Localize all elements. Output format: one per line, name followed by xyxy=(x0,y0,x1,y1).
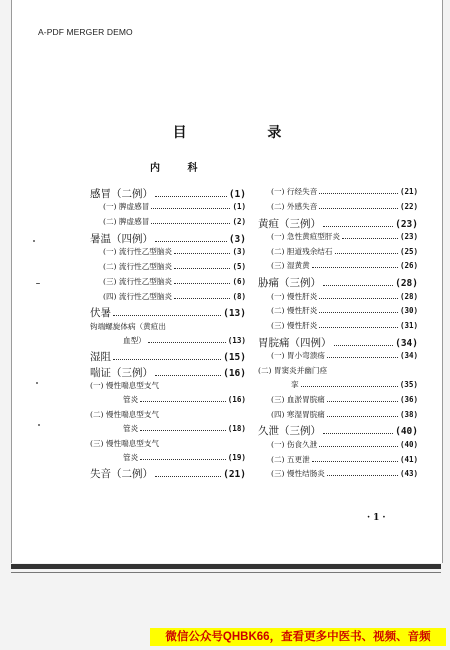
toc-entry-page: (31) xyxy=(399,321,418,331)
toc-entry-page: (1) xyxy=(228,189,246,200)
toc-entry xyxy=(258,231,418,246)
toc-leader-dots xyxy=(319,208,398,209)
toc-leader-dots xyxy=(342,238,398,239)
toc-entry xyxy=(258,394,418,409)
toc-entry xyxy=(258,201,418,216)
toc-entry-page: (3) xyxy=(232,247,246,257)
toc-leader-dots xyxy=(113,315,221,316)
toc-entry-page: (34) xyxy=(399,351,418,361)
toc-leader-dots xyxy=(327,416,398,417)
toc-entry-page: (22) xyxy=(399,201,418,211)
toc-entry xyxy=(258,260,418,275)
toc-entry-title: (三) 慢性结肠炎 xyxy=(271,469,325,479)
toc-entry-page: (36) xyxy=(399,394,418,404)
toc-entry-title: (四) 寒湿胃脘痛 xyxy=(271,409,325,419)
toc-entry xyxy=(90,365,246,380)
toc-entry-page: (16) xyxy=(227,395,246,405)
toc-entry-title: 挛 xyxy=(291,380,299,390)
toc-leader-dots xyxy=(301,386,398,387)
page-number: ·1· xyxy=(367,513,389,523)
toc-entry xyxy=(258,350,418,365)
toc-entry-page: (28) xyxy=(399,291,418,301)
toc-entry xyxy=(258,423,418,438)
scan-speck xyxy=(33,240,35,242)
toc-entry xyxy=(90,394,246,408)
toc-entry-page: (23) xyxy=(395,218,418,230)
toc-entry-page: (30) xyxy=(399,306,418,316)
toc-entry-title: (三) 血淤胃脘痛 xyxy=(271,394,325,404)
toc-entry-title: (二) 慢性喘息型支气 xyxy=(90,409,160,419)
toc-entry xyxy=(258,379,418,393)
toc-entry xyxy=(90,466,246,481)
toc-entry-page: (13) xyxy=(223,308,246,320)
toc-entry-title: (一) 急性黄疸型肝炎 xyxy=(271,231,341,241)
toc-entry xyxy=(90,335,246,349)
toc-leader-dots xyxy=(323,285,393,286)
toc-leader-dots xyxy=(323,433,393,434)
toc-entry-page: (23) xyxy=(399,231,418,241)
toc-entry xyxy=(258,291,418,306)
toc-entry xyxy=(258,335,418,350)
toc-entry-title: (一) 慢性喘息型支气 xyxy=(90,381,160,391)
toc-entry xyxy=(258,305,418,320)
toc-leader-dots xyxy=(174,298,230,299)
toc-entry-page: (26) xyxy=(399,261,418,271)
toc-entry-title: 管炎 xyxy=(123,453,139,462)
toc-entry xyxy=(258,216,418,231)
toc-entry xyxy=(90,276,246,291)
toc-leader-dots xyxy=(327,357,398,358)
toc-entry-page: (40) xyxy=(399,439,418,449)
toc-entry xyxy=(90,321,246,335)
toc-leader-dots xyxy=(155,375,221,376)
toc-entry-title: (二) 外感失音 xyxy=(271,201,318,211)
toc-entry-title: 管炎 xyxy=(123,424,139,434)
toc-entry-page: (16) xyxy=(223,367,246,379)
toc-entry-title: 血型） xyxy=(123,336,146,346)
scan-speck xyxy=(36,382,38,384)
toc-leader-dots xyxy=(140,401,226,402)
toc-entry xyxy=(258,186,418,201)
toc-entry-title: (二) 胆道残余结石 xyxy=(271,246,333,256)
toc-entry xyxy=(90,305,246,320)
toc-entry xyxy=(90,380,246,394)
toc-leader-dots xyxy=(148,342,226,343)
toc-entry-page: (5) xyxy=(232,261,246,271)
toc-entry-title: (三) 流行性乙型脑炎 xyxy=(103,276,173,286)
toc-leader-dots xyxy=(140,430,226,431)
scan-speck xyxy=(36,283,40,284)
toc-entry-page: (43) xyxy=(399,469,418,479)
toc-entry xyxy=(258,365,418,379)
toc-entry-title: 久泄（三例） xyxy=(258,425,321,438)
toc-leader-dots xyxy=(155,476,221,477)
toc-right-column xyxy=(258,186,418,483)
toc-entry xyxy=(90,231,246,246)
toc-entry xyxy=(90,186,246,201)
toc-entry-title: (三) 湿黄黄 xyxy=(271,261,310,271)
toc-entry-title: 感冒（二例） xyxy=(90,188,153,200)
toc-leader-dots xyxy=(319,193,398,194)
toc-entry xyxy=(258,439,418,454)
toc-leader-dots xyxy=(323,226,393,227)
toc-leader-dots xyxy=(335,253,398,254)
toc-entry-page: (3) xyxy=(228,233,246,245)
demo-watermark: A-PDF MERGER DEMO xyxy=(38,27,133,37)
toc-entry-page: (19) xyxy=(227,453,246,462)
toc-entry-title: 暑温（四例） xyxy=(90,232,153,245)
toc-entry-title: (一) 胃小弯溃疡 xyxy=(271,351,325,361)
toc-leader-dots xyxy=(319,312,398,313)
toc-entry-page: (25) xyxy=(399,246,418,256)
toc-entry-page: (2) xyxy=(232,217,246,227)
page-separator xyxy=(11,572,441,573)
toc-leader-dots xyxy=(174,253,230,254)
toc-entry-title: 湿阻 xyxy=(90,351,111,364)
toc-entry-page: (6) xyxy=(232,276,246,286)
toc-leader-dots xyxy=(312,461,398,462)
toc-leader-dots xyxy=(319,327,398,328)
toc-entry xyxy=(90,216,246,231)
toc-entry xyxy=(258,275,418,290)
toc-leader-dots xyxy=(327,401,398,402)
toc-entry-page: (41) xyxy=(399,454,418,464)
toc-entry-title: (一) 伤食久泄 xyxy=(271,439,318,449)
toc-entry-title: (一) 行经失音 xyxy=(271,187,318,196)
toc-leader-dots xyxy=(113,359,221,360)
promo-banner: 微信公众号QHBK66，查看更多中医书、视频、音频 xyxy=(150,628,446,646)
scan-speck xyxy=(38,424,40,426)
toc-entry xyxy=(258,468,418,483)
toc-entry xyxy=(90,452,246,466)
toc-leader-dots xyxy=(312,267,398,268)
toc-entry-title: 伏暑 xyxy=(90,307,111,320)
toc-entry-title: 钩端螺旋体病（黄疸出 xyxy=(90,321,166,331)
toc-entry-title: 胃脘痛（四例） xyxy=(258,336,332,349)
toc-entry xyxy=(90,438,246,452)
toc-entry-title: (三) 慢性喘息型支气 xyxy=(90,438,160,448)
toc-entry-title: 黄疸（三例） xyxy=(258,217,321,230)
toc-entry-page: (40) xyxy=(395,426,418,438)
toc-entry-title: (二) 胃窦炎并幽门痉 xyxy=(258,366,328,376)
pdf-page xyxy=(11,0,443,563)
toc-entry xyxy=(258,454,418,469)
toc-entry-title: (一) 慢性肝炎 xyxy=(271,291,318,301)
toc-entry xyxy=(90,409,246,423)
toc-entry-title: (一) 流行性乙型脑炎 xyxy=(103,247,173,257)
toc-leader-dots xyxy=(174,283,230,284)
toc-entry-title: (二) 流行性乙型脑炎 xyxy=(103,261,173,271)
toc-entry-title: (三) 慢性肝炎 xyxy=(271,321,318,331)
toc-entry-page: (38) xyxy=(399,409,418,419)
toc-entry-title: (二) 五更泄 xyxy=(271,454,310,464)
toc-leader-dots xyxy=(155,196,227,197)
toc-entry-page: (1) xyxy=(232,202,246,212)
toc-entry xyxy=(258,320,418,335)
toc-leader-dots xyxy=(319,298,398,299)
toc-leader-dots xyxy=(174,268,230,269)
toc-entry-title: 失音（二例） xyxy=(90,468,153,481)
toc-entry-title: 管炎 xyxy=(123,395,139,405)
toc-entry xyxy=(90,261,246,276)
toc-entry xyxy=(90,291,246,306)
toc-entry xyxy=(90,349,246,364)
toc-entry-page: (15) xyxy=(223,352,246,364)
page-bottom-edge xyxy=(11,564,441,569)
toc-entry-page: (35) xyxy=(399,380,418,390)
toc-entry-page: (34) xyxy=(395,337,418,349)
toc-leader-dots xyxy=(140,459,226,460)
toc-entry-title: (四) 流行性乙型脑炎 xyxy=(103,291,173,301)
toc-entry-page: (21) xyxy=(399,187,418,196)
toc-leader-dots xyxy=(334,345,394,346)
toc-leader-dots xyxy=(151,223,230,224)
toc-entry-page: (21) xyxy=(223,469,246,481)
toc-entry xyxy=(90,423,246,437)
toc-entry-page: (18) xyxy=(227,424,246,434)
toc-leader-dots xyxy=(327,475,398,476)
toc-entry xyxy=(258,409,418,424)
toc-entry xyxy=(258,246,418,261)
toc-entry-page: (8) xyxy=(232,291,246,301)
toc-entry xyxy=(90,201,246,216)
section-heading: 内 科 xyxy=(150,163,210,174)
toc-leader-dots xyxy=(155,241,227,242)
toc-entry-title: 胁痛（三例） xyxy=(258,277,321,290)
page-title: 目 录 xyxy=(172,125,320,141)
toc-left-column xyxy=(90,186,246,482)
toc-entry-title: (二) 脾虚感冒 xyxy=(103,217,150,227)
toc-entry-page: (28) xyxy=(395,278,418,290)
toc-entry-page: (13) xyxy=(227,336,246,346)
toc-entry-title: (二) 慢性肝炎 xyxy=(271,306,318,316)
toc-entry-title: 喘证（三例） xyxy=(90,366,153,379)
toc-entry xyxy=(90,246,246,261)
toc-leader-dots xyxy=(319,446,398,447)
toc-entry-title: (一) 脾虚感冒 xyxy=(103,202,150,212)
toc-leader-dots xyxy=(151,208,230,209)
